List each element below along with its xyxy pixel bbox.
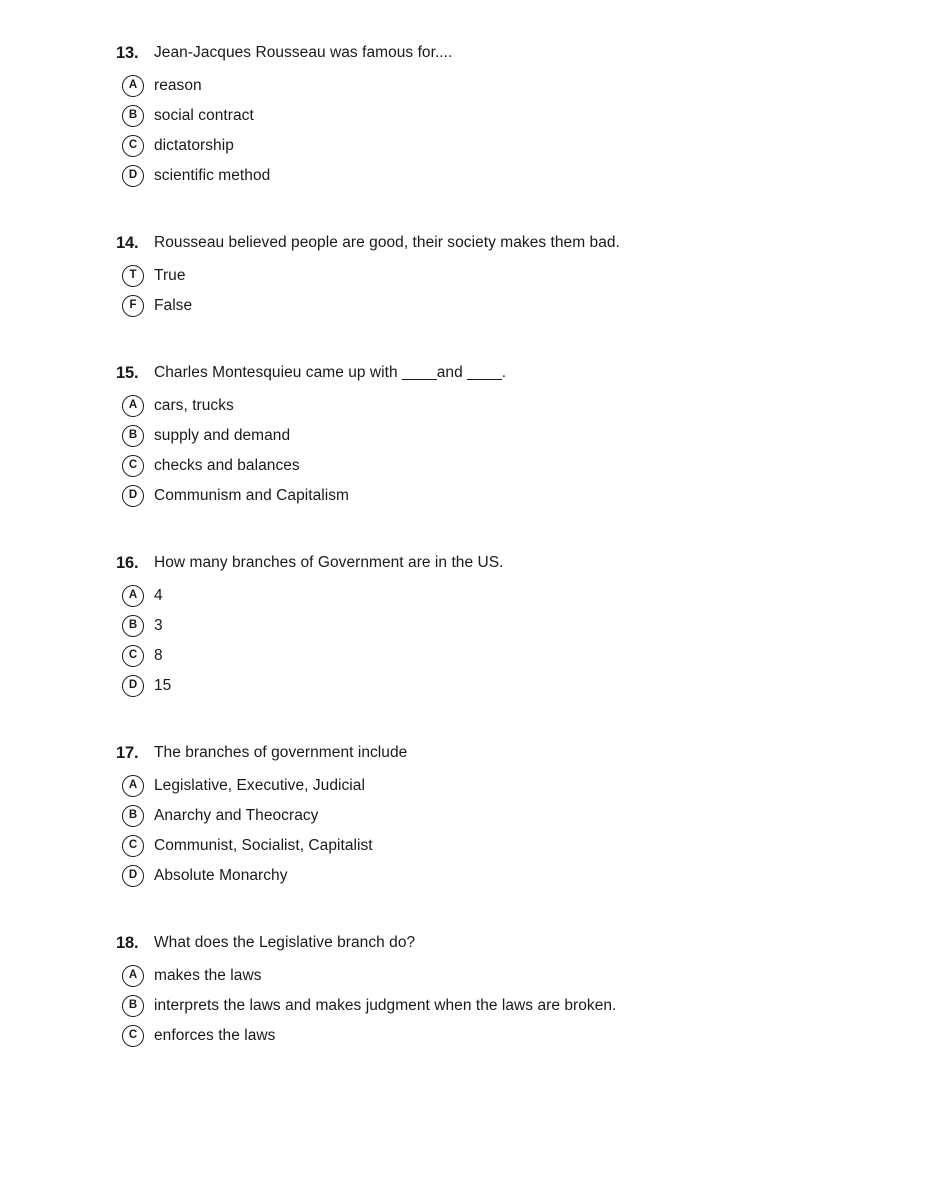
question-block (116, 42, 866, 187)
answer-option[interactable] (116, 395, 866, 417)
question-text: The branches of government include (154, 744, 408, 761)
question-number: 13. (116, 44, 139, 62)
answer-option[interactable] (116, 585, 866, 607)
option-letter-circle-icon[interactable]: B (122, 105, 144, 127)
question-row (116, 932, 866, 954)
option-letter-circle-icon[interactable]: A (122, 395, 144, 417)
question-number: 17. (116, 744, 139, 762)
option-text: social contract (154, 107, 254, 124)
option-text: scientific method (154, 167, 271, 184)
questions-container (116, 42, 866, 1047)
question-number: 15. (116, 364, 139, 382)
question-block (116, 552, 866, 697)
option-letter-circle-icon[interactable]: D (122, 675, 144, 697)
option-text: Absolute Monarchy (154, 867, 288, 884)
question-block (116, 362, 866, 507)
option-letter-circle-icon[interactable]: C (122, 645, 144, 667)
answer-option[interactable] (116, 425, 866, 447)
question-number: 18. (116, 934, 139, 952)
question-row (116, 362, 866, 384)
question-text: Jean-Jacques Rousseau was famous for.... (154, 44, 453, 61)
option-letter-circle-icon[interactable]: D (122, 165, 144, 187)
option-text: Communism and Capitalism (154, 487, 350, 504)
option-text: True (154, 267, 186, 284)
question-block (116, 932, 866, 1047)
option-letter-circle-icon[interactable]: C (122, 455, 144, 477)
answer-option[interactable] (116, 775, 866, 797)
answer-option[interactable] (116, 105, 866, 127)
option-letter-circle-icon[interactable]: B (122, 995, 144, 1017)
option-text: enforces the laws (154, 1027, 276, 1044)
option-text: 4 (154, 587, 163, 604)
option-text: 15 (154, 677, 172, 694)
answer-option[interactable] (116, 485, 866, 507)
question-row (116, 742, 866, 764)
question-row (116, 552, 866, 574)
option-letter-circle-icon[interactable]: B (122, 805, 144, 827)
option-letter-circle-icon[interactable]: A (122, 965, 144, 987)
option-text: makes the laws (154, 967, 262, 984)
question-block (116, 742, 866, 887)
answer-option[interactable] (116, 675, 866, 697)
answer-option[interactable] (116, 965, 866, 987)
answer-option[interactable] (116, 1025, 866, 1047)
option-text: interprets the laws and makes judgment when the laws are broken. (154, 997, 617, 1014)
question-block (116, 232, 866, 317)
option-text: reason (154, 77, 202, 94)
question-text: How many branches of Government are in the US. (154, 554, 504, 571)
option-text: Anarchy and Theocracy (154, 807, 319, 824)
answer-option[interactable] (116, 835, 866, 857)
option-text: cars, trucks (154, 397, 234, 414)
answer-option[interactable] (116, 75, 866, 97)
option-letter-circle-icon[interactable]: C (122, 1025, 144, 1047)
option-letter-circle-icon[interactable]: D (122, 865, 144, 887)
question-text: Rousseau believed people are good, their society makes them bad. (154, 234, 620, 251)
option-text: 3 (154, 617, 163, 634)
answer-option[interactable] (116, 995, 866, 1017)
option-letter-circle-icon[interactable]: B (122, 615, 144, 637)
answer-option[interactable] (116, 615, 866, 637)
answer-option[interactable] (116, 165, 866, 187)
option-text: False (154, 297, 193, 314)
option-letter-circle-icon[interactable]: A (122, 775, 144, 797)
option-letter-circle-icon[interactable]: C (122, 835, 144, 857)
option-text: dictatorship (154, 137, 234, 154)
answer-option[interactable] (116, 805, 866, 827)
option-letter-circle-icon[interactable]: B (122, 425, 144, 447)
question-text: What does the Legislative branch do? (154, 934, 416, 951)
question-number: 14. (116, 234, 139, 252)
answer-option[interactable] (116, 455, 866, 477)
option-text: Legislative, Executive, Judicial (154, 777, 365, 794)
option-text: Communist, Socialist, Capitalist (154, 837, 373, 854)
option-letter-circle-icon[interactable]: A (122, 75, 144, 97)
answer-option[interactable] (116, 265, 866, 287)
option-letter-circle-icon[interactable]: T (122, 265, 144, 287)
question-text: Charles Montesquieu came up with ____and ____. (154, 364, 507, 381)
option-letter-circle-icon[interactable]: A (122, 585, 144, 607)
option-text: checks and balances (154, 457, 300, 474)
question-row (116, 232, 866, 254)
answer-option[interactable] (116, 645, 866, 667)
answer-option[interactable] (116, 295, 866, 317)
option-letter-circle-icon[interactable]: C (122, 135, 144, 157)
answer-option[interactable] (116, 135, 866, 157)
question-row (116, 42, 866, 64)
option-letter-circle-icon[interactable]: D (122, 485, 144, 507)
question-number: 16. (116, 554, 139, 572)
option-text: 8 (154, 647, 163, 664)
option-text: supply and demand (154, 427, 291, 444)
option-letter-circle-icon[interactable]: F (122, 295, 144, 317)
answer-option[interactable] (116, 865, 866, 887)
